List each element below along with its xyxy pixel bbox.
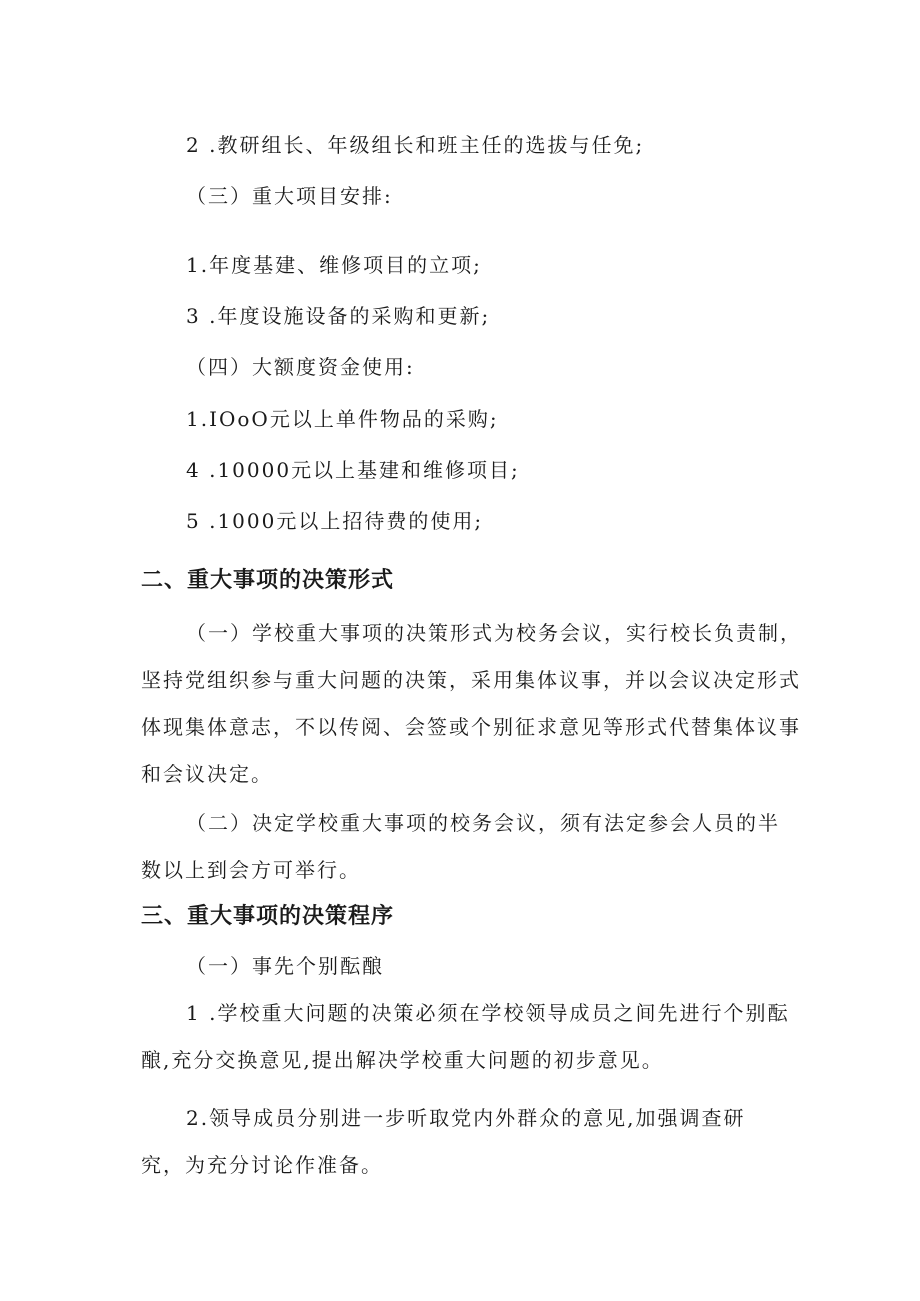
subheading-large-funds: （四）大额度资金使用: (186, 355, 415, 379)
paragraph-line: 体现集体意志，不以传阅、会签或个别征求意见等形式代替集体议事 (141, 715, 801, 739)
list-item-purchase: 1.IOoO元以上单件物品的采购; (186, 407, 499, 431)
list-item-repairs: 4 .10000元以上基建和维修项目; (186, 458, 520, 482)
paragraph-line: 究，为充分讨论作准备。 (141, 1153, 383, 1177)
paragraph-line: （一）学校重大事项的决策形式为校务会议，实行校长负责制， (186, 621, 802, 645)
paragraph-line: （二）决定学校重大事项的校务会议，须有法定参会人员的半 (186, 811, 780, 835)
list-item-equipment: 3 .年度设施设备的采购和更新; (186, 304, 491, 328)
paragraph-line: 2.领导成员分别进一步听取党内外群众的意见,加强调查研 (186, 1106, 746, 1130)
subheading-major-projects: （三）重大项目安排: (186, 184, 393, 208)
subheading-prior-consultation: （一）事先个别酝酿 (186, 954, 384, 978)
section-heading-decision-procedure: 三、重大事项的决策程序 (141, 904, 395, 929)
list-item-construction: 1.年度基建、维修项目的立项; (186, 253, 482, 277)
list-item-hospitality: 5 .1000元以上招待费的使用; (186, 509, 484, 533)
list-item-appointment: 2 .教研组长、年级组长和班主任的选拔与任免; (186, 133, 645, 157)
paragraph-line: 酿,充分交换意见,提出解决学校重大问题的初步意见。 (141, 1048, 664, 1072)
section-heading-decision-form: 二、重大事项的决策形式 (141, 568, 395, 593)
paragraph-line: 数以上到会方可举行。 (141, 858, 361, 882)
paragraph-line: 1 .学校重大问题的决策必须在学校领导成员之间先进行个别酝 (186, 1001, 790, 1025)
paragraph-line: 和会议决定。 (141, 762, 273, 786)
paragraph-line: 坚持党组织参与重大问题的决策，采用集体议事，并以会议决定形式 (141, 668, 801, 692)
